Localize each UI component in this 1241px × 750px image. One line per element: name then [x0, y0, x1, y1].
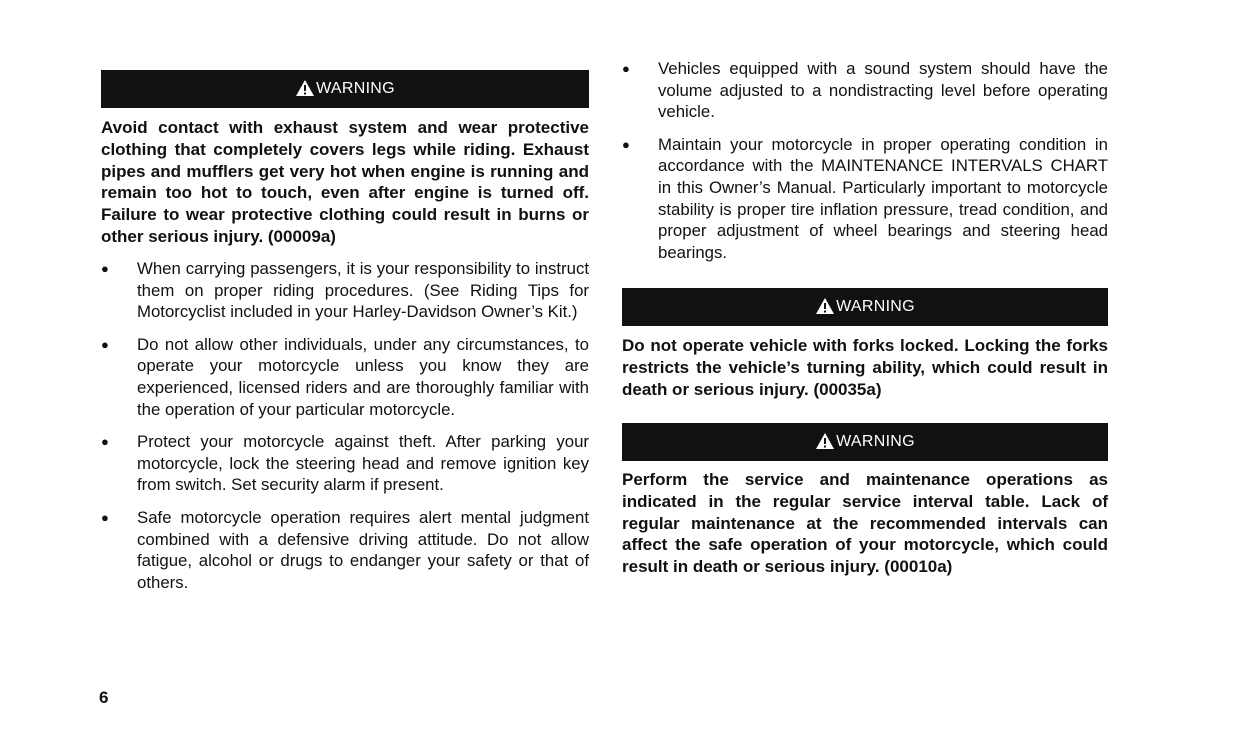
warning-label: WARNING: [316, 80, 395, 97]
list-item: ● Safe motorcycle operation requires alert mental judgment combined with a defensive driving attitude. Do not allow fatigue, alcohol or drugs to endanger your safety or that of others.: [101, 507, 589, 592]
bullet-icon: ●: [101, 261, 109, 276]
warning-text: Perform the service and maintenance operations as indicated in the regular service interval table. Lack of regular maintenance at the recommended intervals can affect the safe operation of your motorcycle, which could result in death or serious injury. (00010a): [622, 470, 1108, 577]
list-item: ● Do not allow other individuals, under any circumstances, to operate your motorcycle unless you know they are experienced, licensed riders and are thoroughly familiar with the operation of your particular motorcycle.: [101, 334, 589, 419]
warning-banner: [101, 70, 589, 108]
warning-label: WARNING: [836, 298, 915, 315]
bullet-icon: ●: [101, 509, 109, 525]
bullet-icon: ●: [622, 61, 630, 76]
list-item: ● When carrying passengers, it is your responsibility to instruct them on proper riding procedures. (See Riding Tips for Motorcyclist included in your Harley-Davidson Owner’s Kit.): [101, 259, 589, 322]
list-item: ● Maintain your motorcycle in proper operating condition in accordance with the MAINTENANCE INTERVALS CHART in this Owner’s Manual. Particularly important to motorcycle stability is proper tire inflation pressure, tread condition, and proper adjustment of wheel bearings and steering head bearings.: [622, 134, 1108, 262]
list-item: ● Protect your motorcycle against theft. After parking your motorcycle, lock the steering head and remove ignition key from switch. Set security alarm if present.: [101, 432, 589, 495]
warning-text: Avoid contact with exhaust system and wear protective clothing that completely covers legs while riding. Exhaust pipes and mufflers get very hot when engine is running and remain too hot to touch, even after engine is turned off. Failure to wear protective clothing could result in burns or other serious injury. (00009a): [101, 118, 589, 246]
warning-triangle-icon: [815, 297, 835, 315]
page-number: 6: [99, 688, 109, 707]
bullet-icon: ●: [101, 434, 109, 450]
warning-text: Do not operate vehicle with forks locked. Locking the forks restricts the vehicle’s turning ability, which could result in death or serious injury. (00035a): [622, 336, 1108, 399]
warning-banner: [622, 288, 1108, 326]
list-item: ● Vehicles equipped with a sound system should have the volume adjusted to a nondistracting level before operating vehicle.: [622, 59, 1108, 122]
warning-triangle-icon: [815, 432, 835, 450]
warning-label: WARNING: [836, 433, 915, 450]
warning-triangle-icon: [295, 79, 315, 97]
warning-banner: [622, 423, 1108, 461]
right-bullet-list: [622, 58, 1108, 263]
bullet-icon: ●: [101, 336, 109, 352]
bullet-icon: ●: [622, 136, 630, 152]
left-bullet-list: [101, 258, 589, 593]
